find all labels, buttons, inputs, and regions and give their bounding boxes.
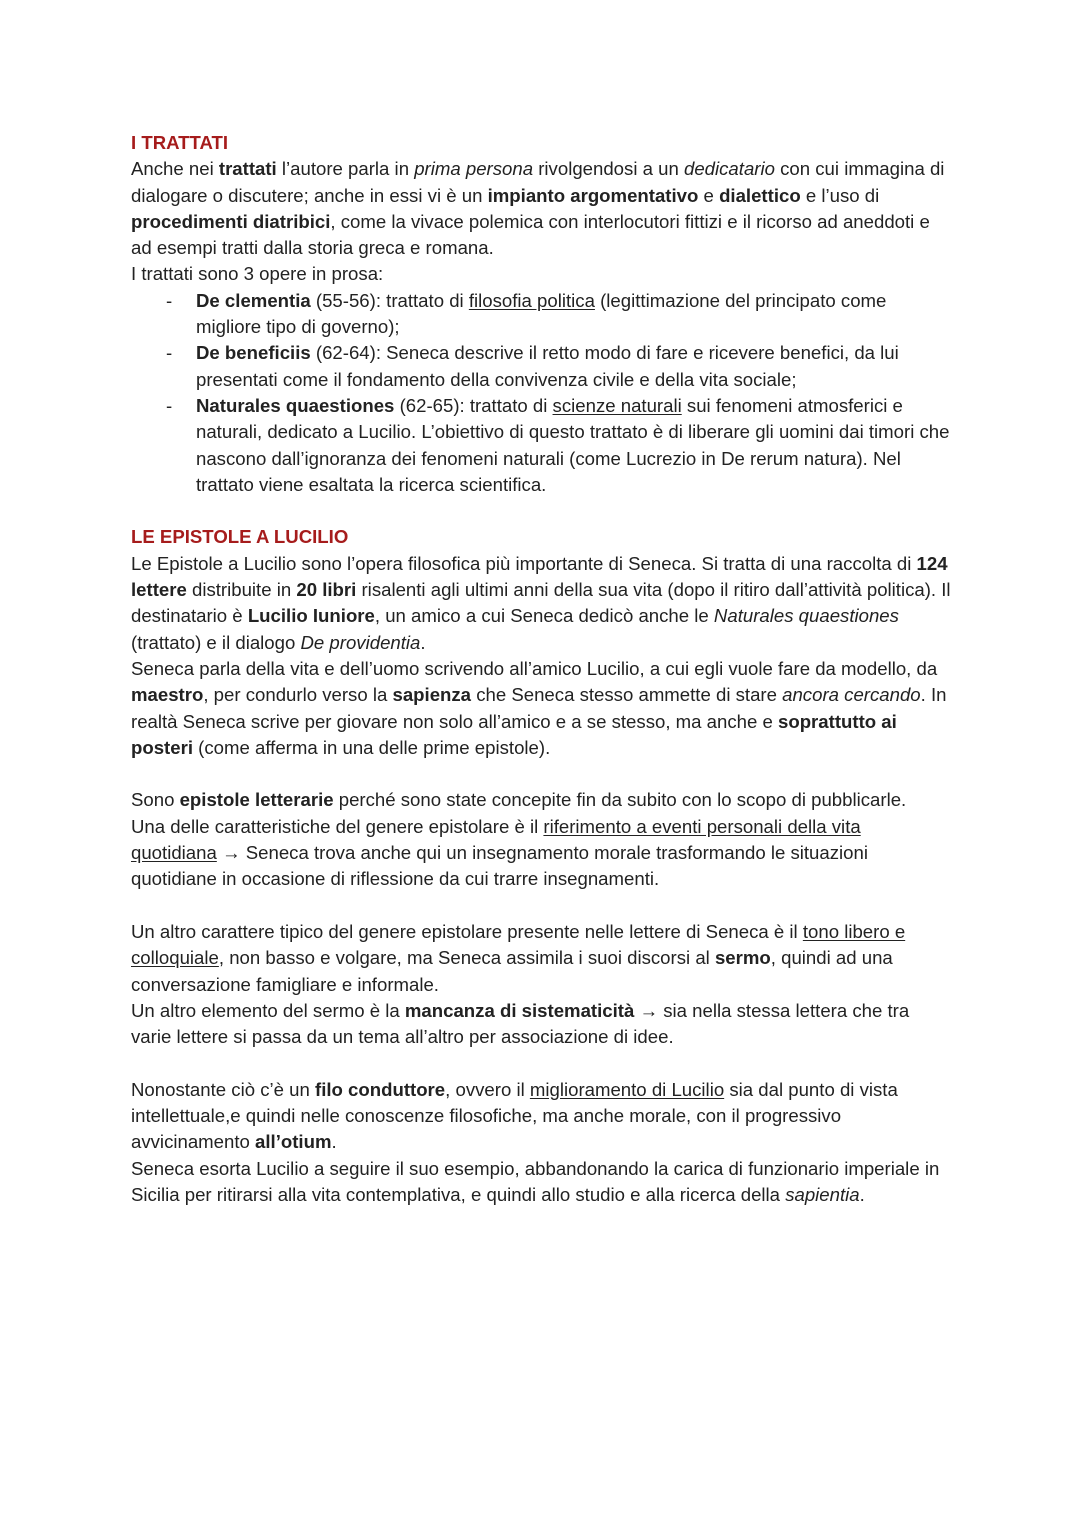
list-dash: - xyxy=(166,394,173,416)
list-item: - De beneficiis (62-64): Seneca descrive il retto modo di fare e ricevere benefici, da lui presentati come il fondamento della convivenza civile e della vita sociale; xyxy=(166,342,899,390)
paragraph-trattati-count: I trattati sono 3 opere in prosa: xyxy=(131,263,384,285)
paragraph-epistole-tono: Un altro carattere tipico del genere epistolare presente nelle lettere di Seneca è il tono libero e colloquiale, non basso e volgare, ma Seneca assimila i suoi discorsi al sermo, quindi ad una conversazione famigliare e informale. xyxy=(131,920,906,995)
trattati-list xyxy=(131,288,951,498)
list-dash: - xyxy=(166,342,173,364)
document-page xyxy=(131,130,951,1208)
paragraph-epistole-esempio: Seneca esorta Lucilio a seguire il suo esempio, abbandonando la carica di funzionario imperiale in Sicilia per ritirarsi alla vita contemplativa, e quindi allo studio e alla ricerca della sapientia. xyxy=(131,1157,940,1205)
paragraph-epistole-letterarie: Sono epistole letterarie perché sono state concepite fin da subito con lo scopo di pubblicarle. xyxy=(131,789,907,811)
spacer xyxy=(131,1050,951,1076)
spacer xyxy=(131,761,951,787)
section-title-epistole: LE EPISTOLE A LUCILIO xyxy=(131,526,349,548)
paragraph-trattati-intro: Anche nei trattati l’autore parla in prima persona rivolgendosi a un dedicatario con cui immagina di dialogare o discutere; anche in essi vi è un impianto argomentativo e dialettico e l’uso di procedimenti diatribici, come la vivace polemica con interlocutori fittizi e il ricorso ad aneddoti e ad esempi tratti dalla storia greca e romana. xyxy=(131,158,945,259)
paragraph-epistole-maestro: Seneca parla della vita e dell’uomo scrivendo all’amico Lucilio, a cui egli vuole fare da modello, da maestro, per condurlo verso la sapienza che Seneca stesso ammette di stare ancora cercando. In realtà Seneca scrive per giovare non solo all’amico e a se stesso, ma anche e soprattutto ai posteri (come afferma in una delle prime epistole). xyxy=(131,657,947,758)
paragraph-epistole-quotidiana: Una delle caratteristiche del genere epistolare è il riferimento a eventi personali della vita quotidiana → Seneca trova anche qui un insegnamento morale trasformando le situazioni quotidiane in occasione di riflessione da cui trarre insegnamenti. xyxy=(131,815,868,890)
section-title-trattati: I TRATTATI xyxy=(131,132,229,153)
paragraph-epistole-sermo: Un altro elemento del sermo è la mancanza di sistematicità → sia nella stessa lettera che tra varie lettere si passa da un tema all’altro per associazione di idee. xyxy=(131,999,910,1048)
paragraph-epistole-filo: Nonostante ciò c’è un filo conduttore, ovvero il miglioramento di Lucilio sia dal punto di vista intellettuale,e quindi nelle conoscenze filosofiche, ma anche morale, con il progressivo avvicinamento all’otium. xyxy=(131,1078,898,1153)
spacer xyxy=(131,498,951,524)
list-item: - De clementia (55-56): trattato di filosofia politica (legittimazione del principato come migliore tipo di governo); xyxy=(166,289,887,338)
spacer xyxy=(131,893,951,919)
list-dash: - xyxy=(166,289,173,311)
list-item: - Naturales quaestiones (62-65): trattato di scienze naturali sui fenomeni atmosferici e naturali, dedicato a Lucilio. L’obiettivo di questo trattato è di liberare gli uomini dai timori che nascono dall’ignoranza dei fenomeni naturali (come Lucrezio in De rerum natura). Nel trattato viene esaltata la ricerca scientifica. xyxy=(166,394,950,495)
paragraph-epistole-intro: Le Epistole a Lucilio sono l’opera filosofica più importante di Seneca. Si tratta di una raccolta di 124 lettere distribuite in 20 libri risalenti agli ultimi anni della sua vita (dopo il ritiro dall’attività politica). Il destinatario è Lucilio Iuniore, un amico a cui Seneca dedicò anche le Naturales quaestiones (trattato) e il dialogo De providentia. xyxy=(131,552,951,653)
